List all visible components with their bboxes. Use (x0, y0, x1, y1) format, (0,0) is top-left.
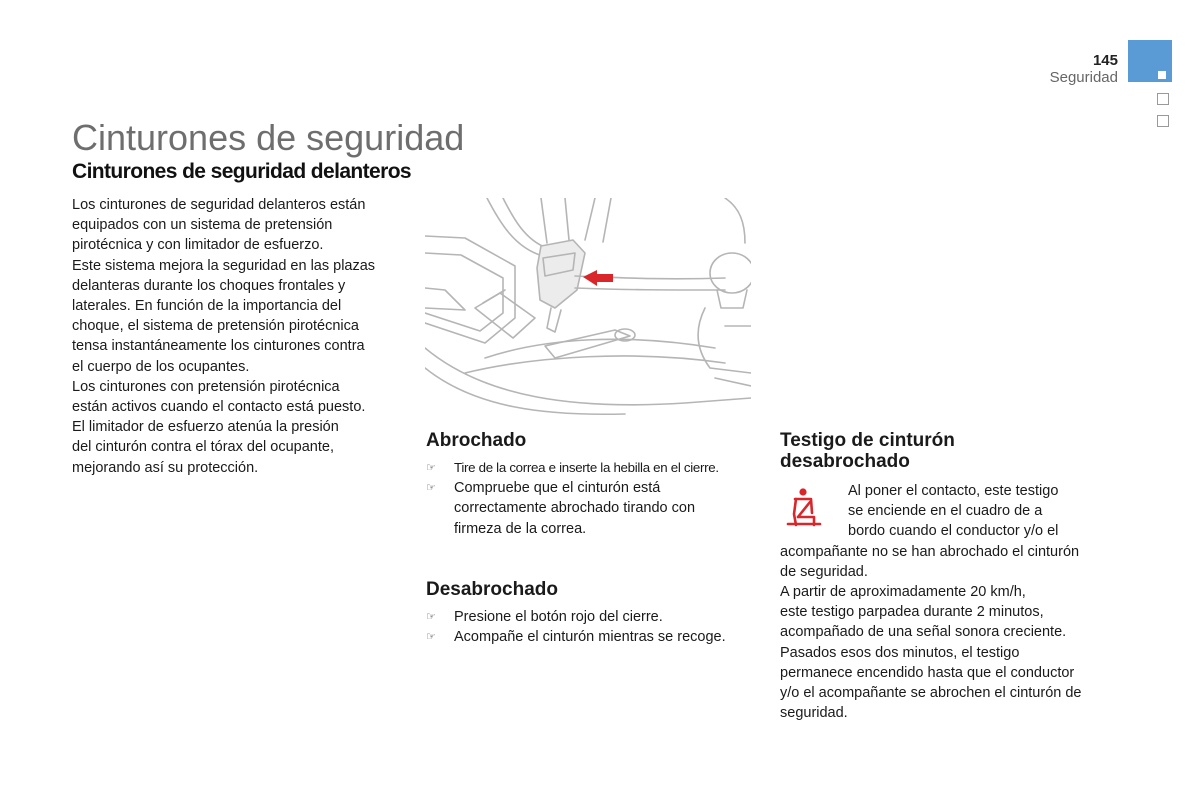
text-line: delanteras durante los choques frontales y (72, 277, 346, 294)
section-title-abrochado: Abrochado (426, 430, 527, 451)
chapter-marker-empty (1157, 115, 1169, 127)
list-item-text: Compruebe que el cinturón está (454, 480, 661, 497)
page-title: Cinturones de seguridad (72, 117, 465, 158)
text-line: laterales. En función de la importancia del (72, 298, 342, 315)
pointing-hand-icon: ☞ (426, 611, 436, 623)
section-name: Seguridad (1049, 69, 1118, 86)
text-line: este testigo parpadea durante 2 minutos, (780, 604, 1044, 621)
text-line: permanece encendido hasta que el conductor (780, 664, 1075, 681)
text-line: Al poner el contacto, este testigo (848, 483, 1059, 499)
text-line: Los cinturones con pretensión pirotécnica (72, 378, 340, 395)
text-line: Este sistema mejora la seguridad en las plazas (72, 257, 376, 274)
text-line: de seguridad. (780, 563, 868, 580)
pointing-hand-icon: ☞ (426, 631, 436, 644)
pointing-hand-icon: ☞ (426, 462, 436, 474)
text-line: Los cinturones de seguridad delanteros están (72, 197, 366, 213)
list-item-text: firmeza de la correa. (454, 520, 587, 537)
page-subtitle: Cinturones de seguridad delanteros (72, 160, 411, 183)
list-item (426, 478, 756, 539)
list-item-text: correctamente abrochado tirando con (454, 500, 696, 517)
list-item (426, 458, 756, 478)
seatbelt-buckle-illustration (425, 198, 751, 416)
list-item-text: Presione el botón rojo del cierre. (454, 609, 663, 625)
testigo-text (780, 481, 1110, 723)
text-line: acompañante no se han abrochado el cinturón (780, 543, 1080, 560)
text-line: acompañado de una señal sonora creciente. (780, 624, 1067, 641)
list-item-text: Tire de la correa e inserte la hebilla en el cierre. (454, 460, 719, 475)
pointing-hand-icon: ☞ (426, 482, 436, 495)
list-item-text: Acompañe el cinturón mientras se recoge. (454, 629, 726, 646)
chapter-marker-empty (1157, 93, 1169, 105)
text-line: seguridad. (780, 705, 848, 722)
desabrochado-steps (426, 607, 756, 647)
intro-text (72, 195, 402, 478)
text-line: bordo cuando el conductor y/o el (848, 523, 1059, 540)
text-line: del cinturón contra el tórax del ocupante, (72, 439, 334, 456)
list-item (426, 607, 756, 627)
text-line: Pasados esos dos minutos, el testigo (780, 644, 1020, 661)
section-title-testigo (780, 430, 1110, 472)
text-line: el cuerpo de los ocupantes. (72, 358, 250, 375)
text-line: choque, el sistema de pretensión pirotécnica (72, 318, 359, 335)
section-title-line: desabrochado (780, 451, 910, 472)
abrochado-steps (426, 458, 756, 539)
section-title-desabrochado: Desabrochado (426, 579, 558, 600)
list-item (426, 627, 756, 647)
text-line: El limitador de esfuerzo atenúa la presión (72, 419, 339, 436)
text-line: tensa instantáneamente los cinturones contra (72, 338, 365, 355)
section-title-line: Testigo de cinturón (780, 430, 955, 451)
chapter-tab (1128, 40, 1172, 82)
text-line: están activos cuando el contacto está puesto. (72, 399, 366, 416)
text-line: A partir de aproximadamente 20 km/h, (780, 584, 1026, 601)
text-line: mejorando así su protección. (72, 459, 259, 476)
text-line: y/o el acompañante se abrochen el cinturón de (780, 685, 1082, 702)
text-line: equipados con un sistema de pretensión (72, 217, 333, 234)
text-line: se enciende en el cuadro de a (848, 503, 1043, 520)
page-number: 145 (1092, 52, 1118, 69)
chapter-tab-marker (1158, 71, 1166, 79)
text-line: pirotécnica y con limitador de esfuerzo. (72, 237, 324, 254)
